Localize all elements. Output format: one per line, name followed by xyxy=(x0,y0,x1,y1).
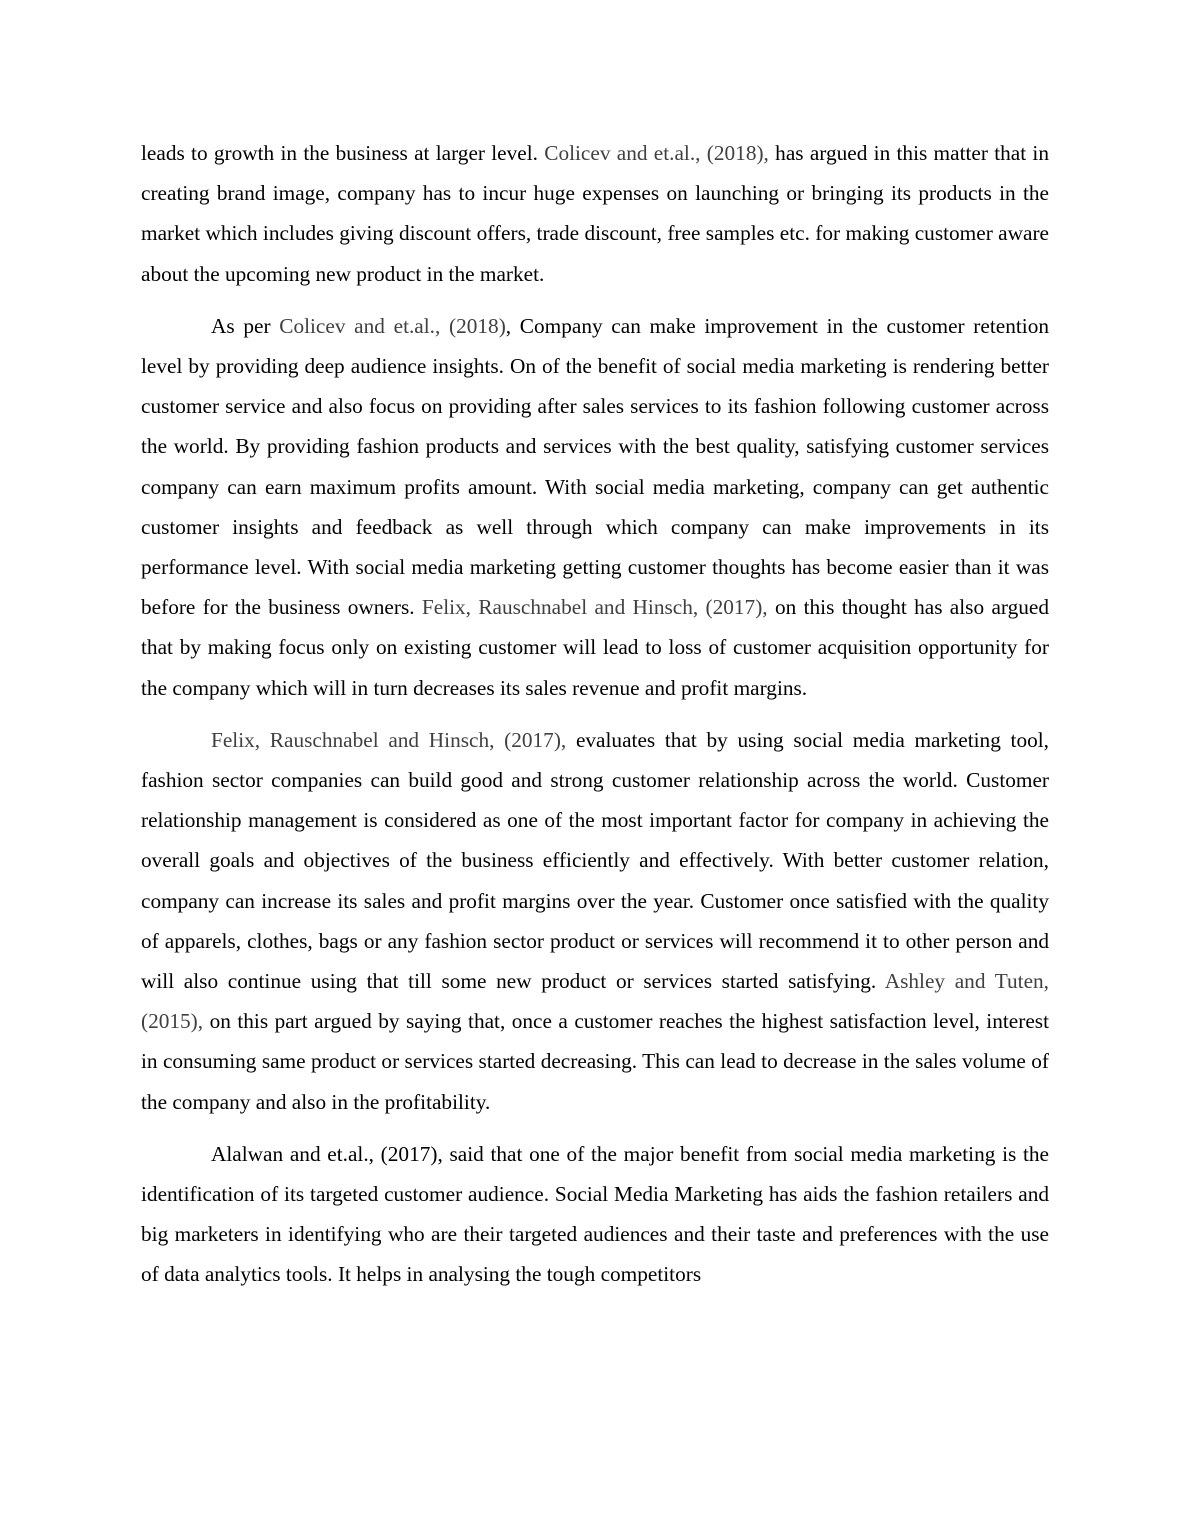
document-page xyxy=(141,133,1049,1307)
text-segment: Alalwan and et.al., (2017), said that one of the major benefit from social media marketing is the identification of its targeted customer audience. Social Media Marketing has aids the fashion retailers and big marketers in identifying who are their targeted audiences and their taste and preferences with the use of data analytics tools. It helps in analysing the tough competitors xyxy=(141,1141,1049,1287)
citation: Ashley and Tuten, (2015), xyxy=(141,969,1049,1034)
paragraph-2 xyxy=(141,306,1049,708)
paragraph-4 xyxy=(141,1134,1049,1295)
paragraph-1 xyxy=(141,133,1049,294)
text-segment: As per xyxy=(211,313,280,338)
text-segment: has argued in this matter that in creating brand image, company has to incur huge expenses on launching or bringing its products in the market which includes giving discount offers, trade discount, free samples etc. for making customer aware about the upcoming new product in the market. xyxy=(141,141,1049,286)
text-segment: on this thought has also argued that by making focus only on existing customer will lead to loss of customer acquisition opportunity for the company which will in turn decreases its sales revenue and profit margins. xyxy=(141,595,1050,700)
citation: Felix, Rauschnabel and Hinsch, (2017), xyxy=(211,727,567,752)
text-segment: leads to growth in the business at larger level. xyxy=(141,141,545,165)
text-segment: , Company can make improvement in the customer retention level by providing deep audience insights. On of the benefit of social media marketing is rendering better customer service and also focus on providing after sales services to its fashion following customer across the world. By providing fashion products and services with the best quality, satisfying customer services company can earn maximum profits amount. With social media marketing, company can get authentic customer insights and feedback as well through which company can make improvements in its performance level. With social media marketing getting customer thoughts has become easier than it was before for the business owners. xyxy=(141,313,1050,620)
paragraph-3 xyxy=(141,720,1049,1122)
citation: Felix, Rauschnabel and Hinsch, (2017), xyxy=(421,595,768,620)
text-segment: evaluates that by using social media marketing tool, fashion sector companies can build good and strong customer relationship across the world. Customer relationship management is considered as one of the most important factor for company in achieving the overall goals and objectives of the business efficiently and effectively. With better customer relation, company can increase its sales and profit margins over the year. Customer once satisfied with the quality of apparels, clothes, bags or any fashion sector product or services will recommend it to other person and will also continue using that till some new product or services started satisfying. xyxy=(141,727,1049,994)
citation: Colicev and et.al., (2018) xyxy=(279,313,506,338)
text-segment: on this part argued by saying that, once a customer reaches the highest satisfaction level, interest in consuming same product or services started decreasing. This can lead to decrease in the sales volume of the company and also in the profitability. xyxy=(141,1009,1049,1114)
citation: Colicev and et.al., (2018), xyxy=(544,141,769,165)
